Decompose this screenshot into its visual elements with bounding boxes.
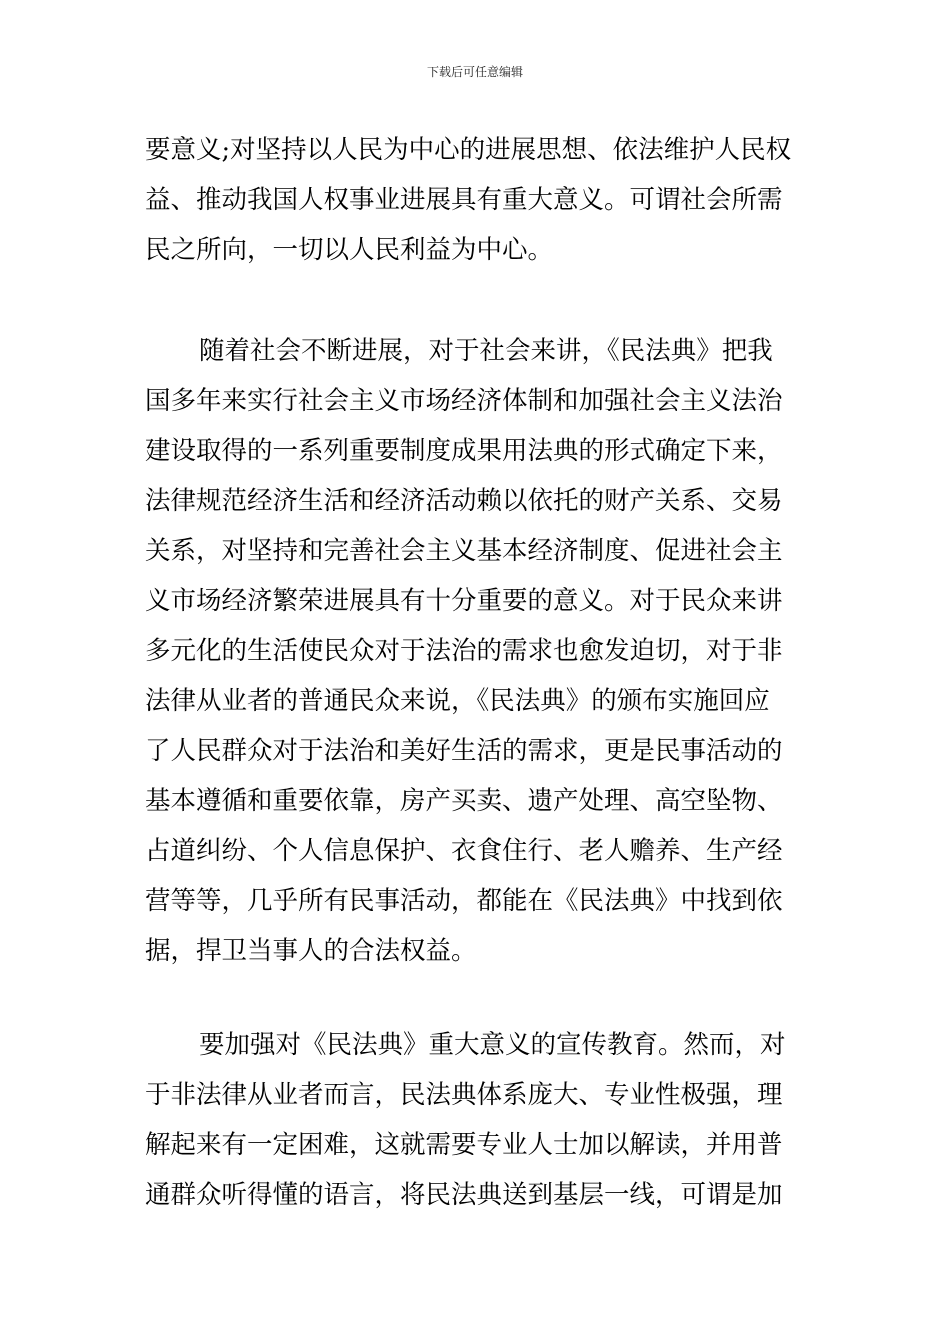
paragraph-line: 法律规范经济生活和经济活动赖以依托的财产关系、交易 (145, 486, 783, 516)
paragraph-line: 了人民群众对于法治和美好生活的需求，更是民事活动的 (145, 736, 783, 766)
paragraph-line: 法律从业者的普通民众来说，《民法典》的颁布实施回应 (145, 686, 770, 716)
paragraph-line: 多元化的生活使民众对于法治的需求也愈发迫切，对于非 (145, 636, 783, 666)
paragraph-line: 据，捍卫当事人的合法权益。 (145, 936, 477, 966)
paragraph-line: 占道纠纷、个人信息保护、衣食住行、老人赡养、生产经 (145, 836, 783, 866)
paragraph-line: 通群众听得懂的语言，将民法典送到基层一线，可谓是加 (145, 1180, 783, 1210)
paragraph-line: 国多年来实行社会主义市场经济体制和加强社会主义法治 (145, 386, 783, 416)
paragraph-line: 营等等，几乎所有民事活动，都能在《民法典》中找到依 (145, 886, 783, 916)
paragraph-2 (145, 326, 807, 976)
paragraph-line: 建设取得的一系列重要制度成果用法典的形式确定下来， (145, 436, 783, 466)
paragraph-line: 要加强对《民法典》重大意义的宣传教育。然而，对 (199, 1030, 786, 1060)
paragraph-line: 要意义;对坚持以人民为中心的进展思想、依法维护人民权 (145, 135, 792, 165)
paragraph-line: 随着社会不断进展，对于社会来讲，《民法典》把我 (199, 336, 773, 366)
paragraph-line: 基本遵循和重要依靠，房产买卖、遗产处理、高空坠物、 (145, 786, 783, 816)
paragraph-line: 义市场经济繁荣进展具有十分重要的意义。对于民众来讲 (145, 586, 783, 616)
page-header: 下载后可任意编辑 (426, 65, 523, 79)
paragraph-line: 关系，对坚持和完善社会主义基本经济制度、促进社会主 (145, 536, 783, 566)
paragraph-line: 于非法律从业者而言，民法典体系庞大、专业性极强，理 (145, 1080, 783, 1110)
paragraph-line: 益、推动我国人权事业进展具有重大意义。可谓社会所需 (145, 185, 783, 215)
paragraph-1 (145, 125, 807, 275)
paragraph-line: 民之所向，一切以人民利益为中心。 (145, 235, 554, 265)
paragraph-3 (145, 1020, 807, 1220)
paragraph-line: 解起来有一定困难，这就需要专业人士加以解读，并用普 (145, 1130, 783, 1160)
